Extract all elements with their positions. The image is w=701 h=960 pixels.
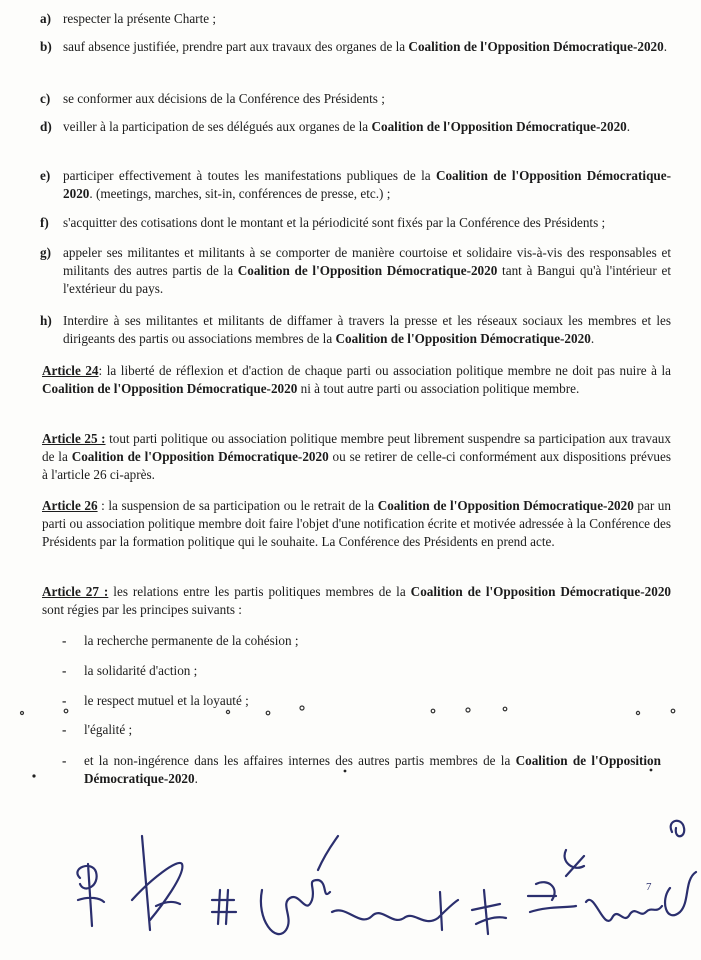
list-item-g: g) appeler ses militantes et militants à se comporter de manière courtoise et solidaire vis-à-vis des responsables et militants des autres partis de la Coalition de l'Opposition Démocratique-2020 tant à Bangui qu'à l'intérieur et l'extérieur du pays. (40, 245, 671, 296)
coalition-name: Coalition de l'Opposition Démocratique-2020 (42, 381, 298, 396)
principle-text: le respect mutuel et la loyauté ; (84, 693, 249, 708)
item-label: e) (40, 168, 51, 183)
signature-5 (332, 892, 458, 930)
principle-text: l'égalité ; (84, 722, 133, 737)
bullet-dash: - (62, 693, 67, 708)
item-label: a) (40, 11, 51, 26)
article-27: Article 27 : les relations entre les partis politiques membres de la Coalition de l'Opposition Démocratique-2020 sont régies par les principes suivants : (42, 584, 672, 617)
bullet-dash: - (62, 633, 67, 648)
item-label: g) (40, 245, 51, 260)
signature-9 (665, 821, 696, 916)
signature-3 (212, 890, 236, 924)
coalition-name: Coalition de l'Opposition Démocratique-2020 (377, 498, 634, 513)
coalition-name: Coalition de l'Opposition Démocratique-2020 (63, 168, 671, 201)
signature-2 (132, 836, 182, 930)
article-text: tout parti politique ou association politique membre peut librement suspendre sa participation aux travaux de la (42, 431, 671, 464)
coalition-name: Coalition de l'Opposition Démocratique-2020 (237, 263, 498, 278)
coalition-name: Coalition de l'Opposition Démocratique-2020 (408, 39, 664, 54)
item-label: d) (40, 119, 52, 134)
item-text: respecter la présente Charte ; (63, 11, 217, 26)
item-text: participer effectivement à toutes les manifestations publiques de la (63, 168, 436, 183)
signature-4 (261, 836, 338, 934)
bullet-dash: - (62, 753, 67, 768)
item-label: b) (40, 39, 52, 54)
list-item-h: h) Interdire à ses militantes et militants de diffamer à travers la presse et les réseaux sociaux les membres et les dirigeants des partis ou associations membres de la Coalition de l'Opposition Démocratique-2020. (40, 313, 671, 346)
article-25: Article 25 : tout parti politique ou association politique membre peut librement suspendre sa participation aux travaux de la Coalition de l'Opposition Démocratique-2020 ou se retirer de celle-ci conformément aux dispositions prévues à l'article 26 ci-après. (42, 431, 672, 482)
page-number: 7 (646, 881, 652, 893)
signature-7 (528, 850, 584, 912)
item-label: f) (40, 215, 49, 230)
article-heading: Article 27 : (42, 584, 109, 599)
list-item-e: e) participer effectivement à toutes les manifestations publiques de la Coalition de l'Opposition Démocratique-2020. (meetings, marches, sit-in, conférences de presse, etc.) ; (40, 168, 671, 201)
article-24: Article 24: la liberté de réflexion et d'action de chaque parti ou association politique membre ne doit pas nuire à la Coalition de l'Opposition Démocratique-2020 ni à tout autre parti ou association politique membre. (42, 363, 672, 396)
item-label: c) (40, 91, 51, 106)
article-text: la suspension de sa participation ou le retrait de la (108, 498, 378, 513)
list-item-d: d) veiller à la participation de ses délégués aux organes de la Coalition de l'Opposition Démocratique-2020. (40, 119, 631, 134)
item-text: sauf absence justifiée, prendre part aux travaux des organes de la (63, 39, 409, 54)
item-text: s'acquitter des cotisations dont le montant et la périodicité sont fixés par la Conférence des Présidents ; (63, 215, 606, 230)
item-text: Interdire à ses militantes et militants de diffamer à travers la presse et les réseaux sociaux les membres et les dirigeants des partis ou associations membres de la (63, 313, 671, 346)
coalition-name: Coalition de l'Opposition Démocratique-2020 (335, 331, 591, 346)
principle-item: - et la non-ingérence dans les affaires internes des autres partis membres de la Coalition de l'Opposition Démocratique-2020. (62, 753, 661, 786)
article-heading: Article 26 (42, 498, 98, 513)
bullet-dash: - (62, 722, 67, 737)
coalition-name: Coalition de l'Opposition Démocratique-2020 (71, 449, 329, 464)
principle-text: la recherche permanente de la cohésion ; (84, 633, 299, 648)
principle-text: et la non-ingérence dans les affaires internes des autres partis membres de la (84, 753, 516, 768)
coalition-name: Coalition de l'Opposition Démocratique-2020 (371, 119, 627, 134)
signature-8 (586, 900, 662, 921)
signature-1 (77, 864, 104, 926)
coalition-name: Coalition de l'Opposition Démocratique-2020 (410, 584, 672, 599)
item-text: appeler ses militantes et militants à se comporter de manière courtoise et solidaire vis-à-vis des responsables et militants des autres partis de la (63, 245, 671, 278)
article-heading: Article 25 : (42, 431, 106, 446)
list-item-b: b) sauf absence justifiée, prendre part aux travaux des organes de la Coalition de l'Opposition Démocratique-2020. (40, 39, 668, 54)
bullet-dash: - (62, 663, 67, 678)
article-text: la liberté de réflexion et d'action de chaque parti ou association politique membre ne doit pas nuire à la (106, 363, 672, 378)
coalition-name: Coalition de l'Opposition Démocratique-2020 (84, 753, 661, 786)
article-26: Article 26 : la suspension de sa participation ou le retrait de la Coalition de l'Opposition Démocratique-2020 par un parti ou association politique membre doit faire l'objet d'une notification écrite et motivée adressée à la Conférence des Présidents par la formation politique qui le souhaite. La Conférence des Présidents en prend acte. (42, 498, 671, 549)
item-text: se conformer aux décisions de la Conférence des Présidents ; (63, 91, 385, 106)
signature-6 (472, 890, 506, 934)
principle-text: la solidarité d'action ; (84, 663, 198, 678)
item-label: h) (40, 313, 52, 328)
article-heading: Article 24 (42, 363, 99, 378)
item-text: veiller à la participation de ses délégués aux organes de la (63, 119, 372, 134)
article-text: les relations entre les partis politiques membres de la (113, 584, 411, 599)
